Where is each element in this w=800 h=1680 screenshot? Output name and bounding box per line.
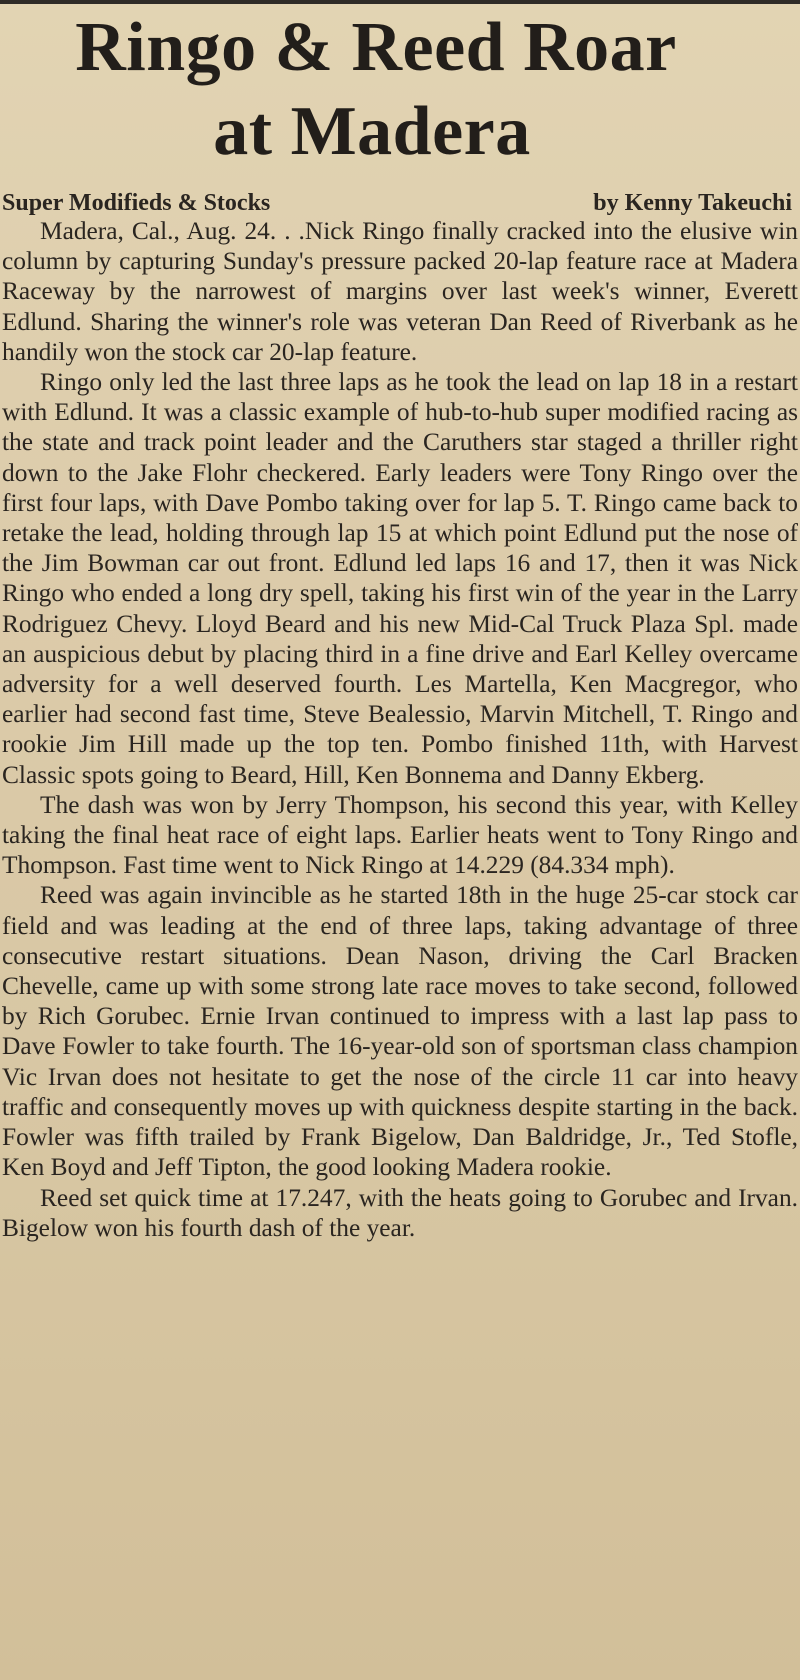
article-paragraph: Madera, Cal., Aug. 24. . .Nick Ringo finally cracked into the elusive win column by capturing Sunday's pressure packed 20-lap feature race at Madera Raceway by the narrowest of margins over last week's winner, Everett Edlund. Sharing the winner's role was veteran Dan Reed of Riverbank as he handily won the stock car 20-lap feature. [2, 217, 798, 366]
section-label: Super Modifieds & Stocks [2, 190, 271, 216]
clipping-bottom-edge [0, 1666, 800, 1680]
article-paragraph: The dash was won by Jerry Thompson, his second this year, with Kelley taking the final heat race of eight laps. Earlier heats went to Tony Ringo and Thompson. Fast time went to Nick Ringo at 14.229 (84.334 mph). [2, 790, 798, 880]
clipping-top-edge [0, 0, 800, 4]
article-paragraph: Reed set quick time at 17.247, with the heats going to Gorubec and Irvan. Bigelow won his fourth dash of the year. [2, 1183, 798, 1242]
headline-line-1: Ringo & Reed Roar [75, 9, 677, 86]
headline-line-2: at Madera [213, 93, 531, 170]
article-paragraph: Reed was again invincible as he started 18th in the huge 25-car stock car field and was leading at the end of three laps, taking advantage of three consecutive restart situations. Dean Nason, driving the Carl Bracken Chevelle, came up with some strong late race moves to take second, followed by Rich Gorubec. Ernie Irvan continued to impress with a last lap pass to Dave Fowler to take fourth. The 16-year-old son of sportsman class champion Vic Irvan does not hesitate to get the nose of the circle 11 car into heavy traffic and consequently moves up with quickness despite starting in the back. Fowler was fifth trailed by Frank Bigelow, Dan Baldridge, Jr., Ted Stofle, Ken Boyd and Jeff Tipton, the good looking Madera rookie. [2, 881, 798, 1182]
author-byline: by Kenny Takeuchi [593, 190, 792, 216]
article-body [2, 216, 798, 1243]
article-paragraph: Ringo only led the last three laps as he took the lead on lap 18 in a restart with Edlund. It was a classic example of hub-to-hub super modified racing as the state and track point leader and the Caruthers star staged a thriller right down to the Jake Flohr checkered. Early leaders were Tony Ringo over the first four laps, with Dave Pombo taking over for lap 5. T. Ringo came back to retake the lead, holding through lap 15 at which point Edlund put the nose of the Jim Bowman car out front. Edlund led laps 16 and 17, then it was Nick Ringo who ended a long dry spell, taking his first win of the year in the Larry Rodriguez Chevy. Lloyd Beard and his new Mid-Cal Truck Plaza Spl. made an auspicious debut by placing third in a fine drive and Earl Kelley overcame adversity for a well deserved fourth. Les Martella, Ken Macgregor, who earlier had second fast time, Steve Bealessio, Marvin Mitchell, T. Ringo and rookie Jim Hill made up the top ten. Pombo finished 11th, with Harvest Classic spots going to Beard, Hill, Ken Bonnema and Danny Ekberg. [2, 368, 798, 789]
